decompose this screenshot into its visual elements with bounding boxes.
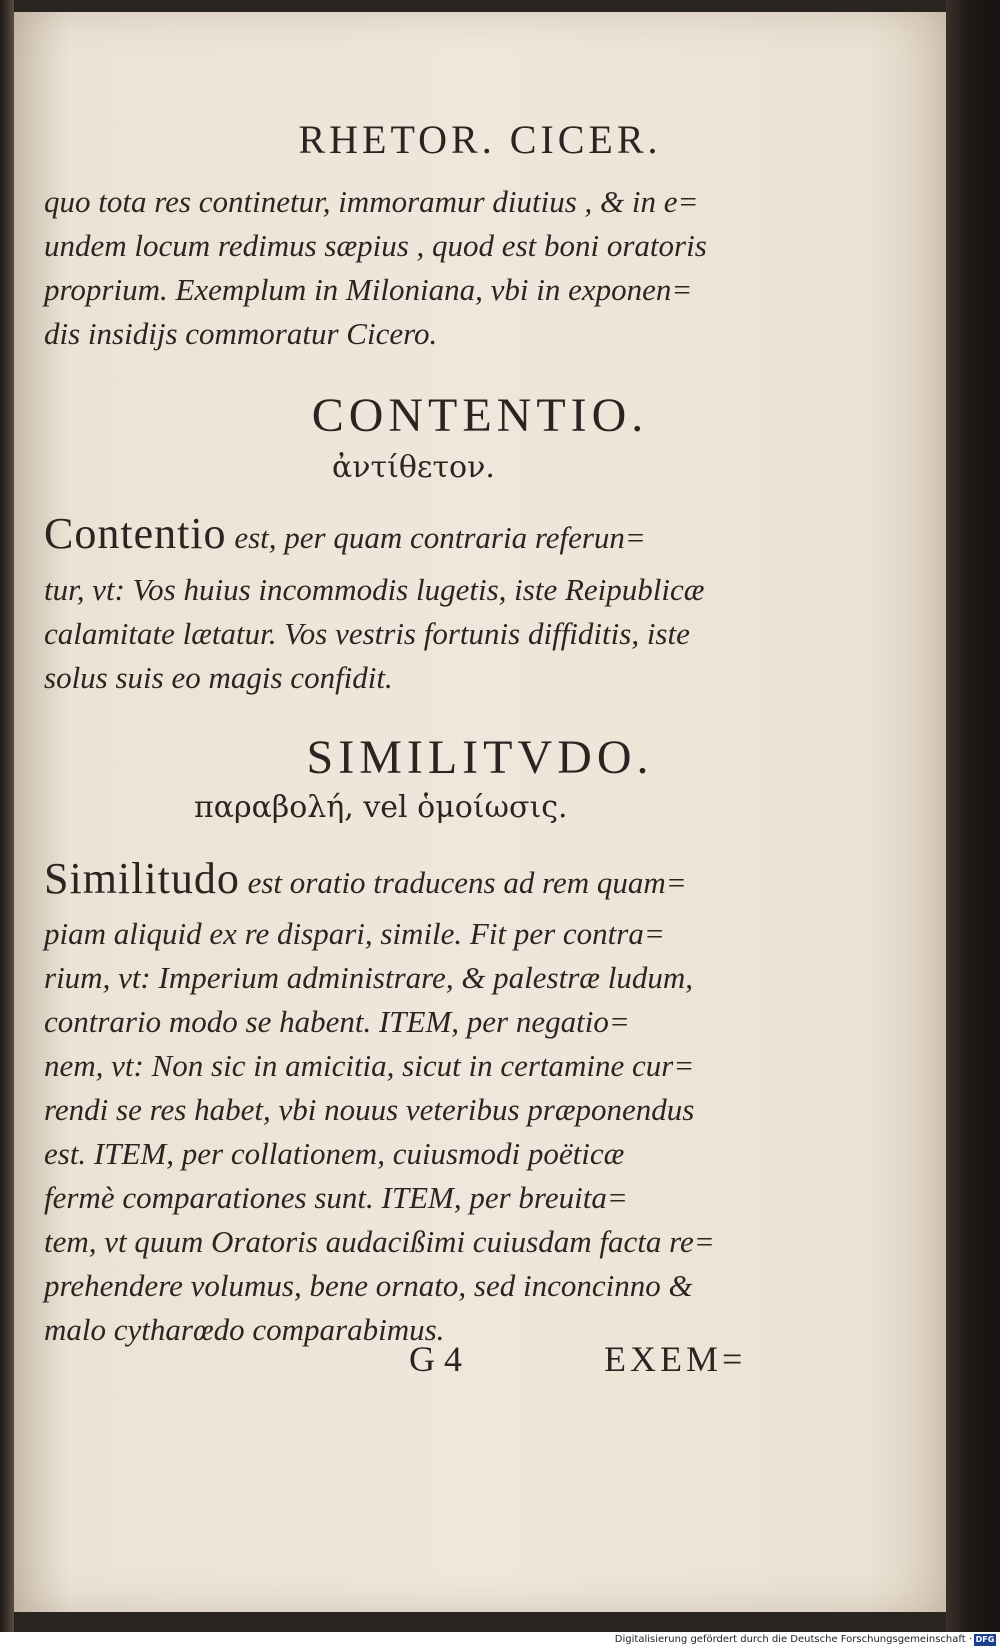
digitization-credit: Digitalisierung gefördert durch die Deutsche Forschungsgemeinschaft · (614, 1634, 972, 1645)
signature-mark: G 4 (409, 1339, 462, 1379)
paragraph-line: piam aliquid ex re dispari, simile. Fit per contra= (44, 916, 665, 951)
definition-line-contentio (44, 509, 646, 560)
running-head: RHETOR. CICER. (298, 117, 662, 162)
paragraph-line: malo cytharœdo comparabimus. (44, 1312, 445, 1347)
paragraph-line: undem locum redimus sæpius , quod est boni oratoris (44, 228, 707, 263)
paragraph-line: contrario modo se habent. ITEM, per negatio= (44, 1004, 630, 1039)
book-page (14, 12, 946, 1612)
section-heading-similitudo: SIMILITVDO. (306, 731, 654, 784)
paragraph-line: rium, vt: Imperium administrare, & palestræ ludum, (44, 960, 693, 995)
paragraph-line: prehendere volumus, bene ornato, sed inconcinno & (44, 1268, 693, 1303)
paragraph-line: est. ITEM, per collationem, cuiusmodi poëticæ (44, 1136, 625, 1171)
section-heading-contentio: CONTENTIO. (311, 389, 649, 442)
paragraph-line: solus suis eo magis confidit. (44, 660, 393, 695)
catchword: EXEM= (604, 1339, 747, 1379)
paragraph-line: dis insidijs commoratur Cicero. (44, 316, 438, 351)
initial-word: Similitudo (44, 854, 240, 903)
paragraph-line: fermè comparationes sunt. ITEM, per breuita= (44, 1180, 628, 1215)
book-right-edge (946, 0, 1000, 1632)
dfg-logo: DFG (975, 1635, 995, 1644)
paragraph-line: tur, vt: Vos huius incommodis lugetis, iste Reipublicæ (44, 572, 705, 607)
definition-text: est, per quam contraria referun= (234, 520, 646, 555)
paragraph-line: quo tota res continetur, immoramur diutius , & in e= (44, 184, 699, 219)
initial-word: Contentio (44, 509, 227, 558)
paragraph-line: calamitate lætatur. Vos vestris fortunis diffiditis, iste (44, 616, 690, 651)
greek-term-similitudo: παραβολή, vel ὁμοίωσις. (194, 790, 568, 825)
greek-term-contentio: ἀντίθετον. (332, 450, 495, 485)
paragraph-line: nem, vt: Non sic in amicitia, sicut in certamine cur= (44, 1048, 695, 1083)
definition-line-similitudo (44, 854, 687, 905)
paragraph-line: rendi se res habet, vbi nouus veteribus præponendus (44, 1092, 695, 1127)
paragraph-line: tem, vt quum Oratoris audacißimi cuiusdam facta re= (44, 1224, 715, 1259)
paragraph-line: proprium. Exemplum in Miloniana, vbi in exponen= (44, 272, 693, 307)
definition-text: est oratio traducens ad rem quam= (247, 865, 687, 900)
book-left-edge (0, 0, 14, 1632)
